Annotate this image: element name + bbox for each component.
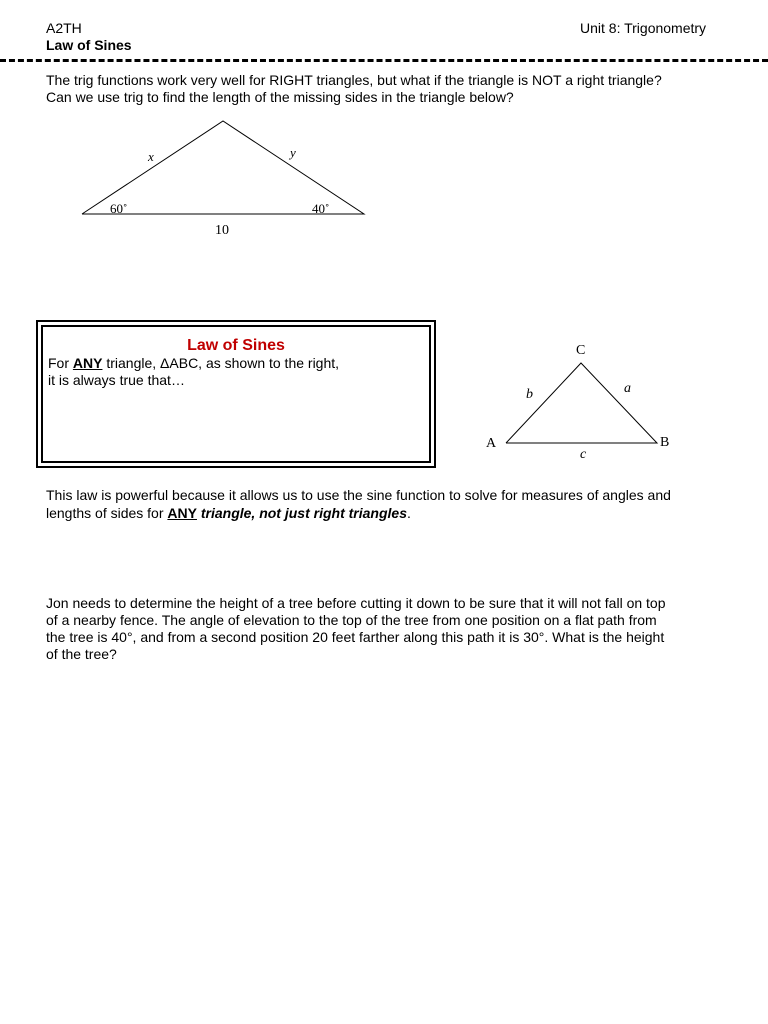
vertex-c-label: C xyxy=(576,343,586,358)
powerful-any: ANY xyxy=(167,505,197,521)
course-code: A2TH xyxy=(46,20,82,36)
problem-line-2: of a nearby fence. The angle of elevation to the top of the tree from one position on a flat path from xyxy=(46,612,657,628)
powerful-end: . xyxy=(406,505,411,521)
page-title: Law of Sines xyxy=(46,37,132,53)
side-c-label: c xyxy=(580,447,587,462)
vertex-b-label: B xyxy=(660,435,670,450)
law-box-title: Law of Sines xyxy=(187,337,285,354)
law-box-line-2: it is always true that… xyxy=(48,372,185,388)
base-length-label: 10 xyxy=(215,223,229,238)
side-b-label: b xyxy=(526,387,533,402)
powerful-line-2-start: lengths of sides for xyxy=(46,505,168,521)
triangle-diagram-abc xyxy=(480,336,690,466)
triangle-diagram-1 xyxy=(70,112,380,242)
problem-line-3: the tree is 40°, and from a second position 20 feet farther along this path it is 30°. What is the height xyxy=(46,629,665,645)
vertex-a-label: A xyxy=(486,436,497,451)
powerful-line-2 xyxy=(46,505,736,522)
law-box-text-before: For xyxy=(48,355,73,371)
angle-40-label: 40˚ xyxy=(312,201,330,216)
law-box-inner-border xyxy=(41,325,431,463)
intro-line-1: The trig functions work very well for RIGHT triangles, but what if the triangle is NOT a right triangle? xyxy=(46,72,662,88)
law-box-text-after: triangle, ΔABC, as shown to the right, xyxy=(102,355,340,371)
powerful-line-1: This law is powerful because it allows us to use the sine function to solve for measures of angles and xyxy=(46,487,671,503)
law-of-sines-box xyxy=(36,320,436,468)
side-y-label: y xyxy=(290,145,296,160)
side-a-label: a xyxy=(624,381,631,396)
law-box-text xyxy=(48,355,339,389)
problem-line-4: of the tree? xyxy=(46,646,117,662)
dashed-divider xyxy=(0,59,768,62)
powerful-emphasis: triangle, not just right triangles xyxy=(196,505,407,521)
angle-60-label: 60˚ xyxy=(110,201,128,216)
problem-line-1: Jon needs to determine the height of a tree before cutting it down to be sure that it will not fall on top xyxy=(46,595,666,611)
law-box-any: ANY xyxy=(72,355,103,371)
unit-label: Unit 8: Trigonometry xyxy=(580,20,707,36)
intro-line-2: Can we use trig to find the length of the missing sides in the triangle below? xyxy=(46,89,514,105)
side-x-label: x xyxy=(148,149,154,164)
